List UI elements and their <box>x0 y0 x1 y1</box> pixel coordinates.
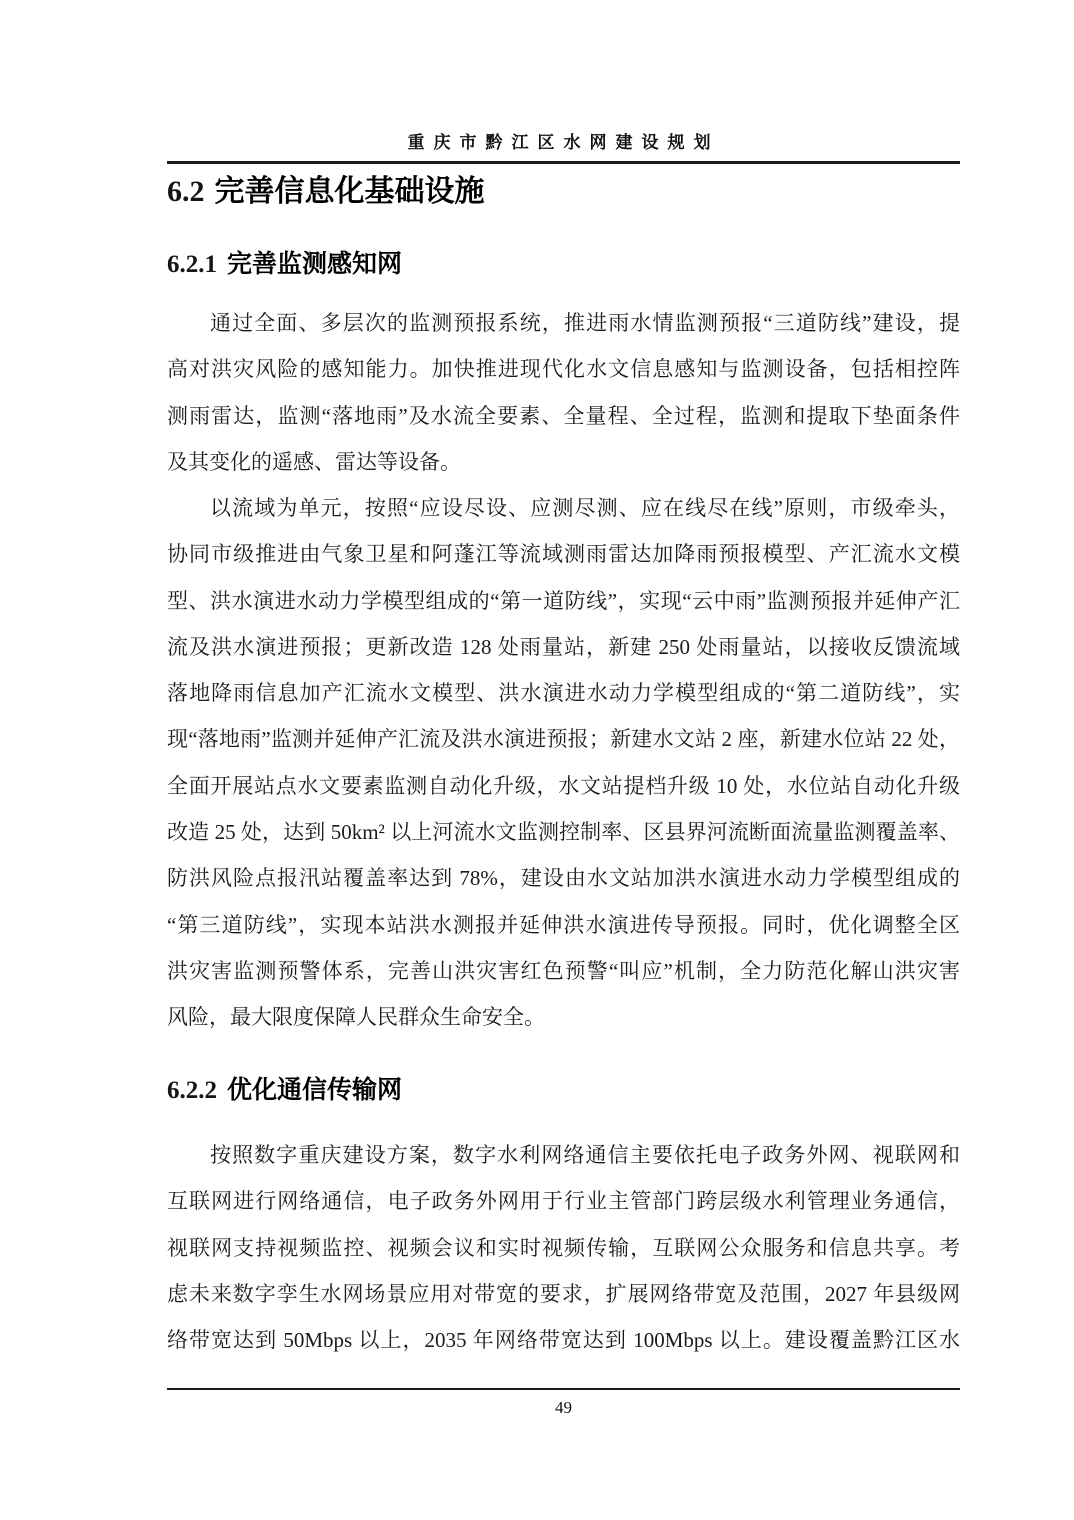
paragraph-2 <box>167 485 960 1041</box>
subsection-1-number: 6.2.1 <box>167 251 217 278</box>
paragraph-3-line: 虑未来数字孪生水网场景应用对带宽的要求，扩展网络带宽及范围，2027 年县级网 <box>167 1281 960 1306</box>
paragraph-3 <box>167 1132 960 1363</box>
paragraph-3-line: 络带宽达到 50Mbps 以上，2035 年网络带宽达到 100Mbps 以上。建设覆盖黔江区水 <box>167 1328 960 1353</box>
paragraph-2-line: 以流域为单元，按照“应设尽设、应测尽测、应在线尽在线”原则，市级牵头， <box>210 496 960 520</box>
paragraph-2-line: 流及洪水演进预报；更新改造 128 处雨量站，新建 250 处雨量站，以接收反馈流域 <box>167 634 960 659</box>
paragraph-3-line: 按照数字重庆建设方案，数字水利网络通信主要依托电子政务外网、视联网和 <box>210 1143 960 1167</box>
paragraph-2-line: 防洪风险点报汛站覆盖率达到 78%，建设由水文站加洪水演进水动力学模型组成的 <box>167 866 960 891</box>
paragraph-2-line: 型、洪水演进水动力学模型组成的“第一道防线”，实现“云中雨”监测预报并延伸产汇 <box>167 588 960 613</box>
paragraph-1-line: 通过全面、多层次的监测预报系统，推进雨水情监测预报“三道防线”建设，提 <box>210 311 960 335</box>
paragraph-2-line: 现“落地雨”监测并延伸产汇流及洪水演进预报；新建水文站 2 座，新建水位站 22 处， <box>167 727 960 752</box>
subsection-2-number: 6.2.2 <box>167 1077 217 1104</box>
subsection-heading-1 <box>167 248 960 281</box>
paragraph-2-line: 风险，最大限度保障人民群众生命安全。 <box>167 1005 545 1030</box>
subsection-2-title: 优化通信传输网 <box>227 1076 403 1104</box>
section-heading <box>167 174 960 210</box>
page-number: 49 <box>555 1398 572 1417</box>
subsection-1-title: 完善监测感知网 <box>227 250 403 278</box>
footer-rule <box>167 1388 960 1390</box>
paragraph-2-line: 洪灾害监测预警体系，完善山洪灾害红色预警“叫应”机制，全力防范化解山洪灾害 <box>167 958 960 983</box>
paragraph-1-line: 高对洪灾风险的感知能力。加快推进现代化水文信息感知与监测设备，包括相控阵 <box>167 357 960 382</box>
paragraph-2-line: “第三道防线”，实现本站洪水测报并延伸洪水演进传导预报。同时，优化调整全区 <box>167 912 960 937</box>
section-number: 6.2 <box>167 175 205 208</box>
paragraph-3-line: 视联网支持视频监控、视频会议和实时视频传输，互联网公众服务和信息共享。考 <box>167 1235 960 1260</box>
header-rule <box>167 161 960 164</box>
paragraph-1-line: 测雨雷达，监测“落地雨”及水流全要素、全量程、全过程，监测和提取下垫面条件 <box>167 403 960 428</box>
subsection-heading-2 <box>167 1074 960 1107</box>
paragraph-1-line: 及其变化的遥感、雷达等设备。 <box>167 449 461 474</box>
paragraph-2-line: 落地降雨信息加产汇流水文模型、洪水演进水动力学模型组成的“第二道防线”，实 <box>167 681 960 706</box>
paragraph-2-line: 全面开展站点水文要素监测自动化升级，水文站提档升级 10 处，水位站自动化升级 <box>167 773 960 798</box>
paragraph-2-line: 协同市级推进由气象卫星和阿蓬江等流域测雨雷达加降雨预报模型、产汇流水文模 <box>167 542 960 567</box>
section-title: 完善信息化基础设施 <box>214 175 485 208</box>
paragraph-3-line: 互联网进行网络通信，电子政务外网用于行业主管部门跨层级水利管理业务通信， <box>167 1189 960 1214</box>
paragraph-2-line: 改造 25 处，达到 50km² 以上河流水文监测控制率、区县界河流断面流量监测覆盖率、 <box>167 820 960 845</box>
paragraph-1 <box>167 300 960 485</box>
page-header-title: 重庆市黔江区水网建设规划 <box>407 133 720 152</box>
